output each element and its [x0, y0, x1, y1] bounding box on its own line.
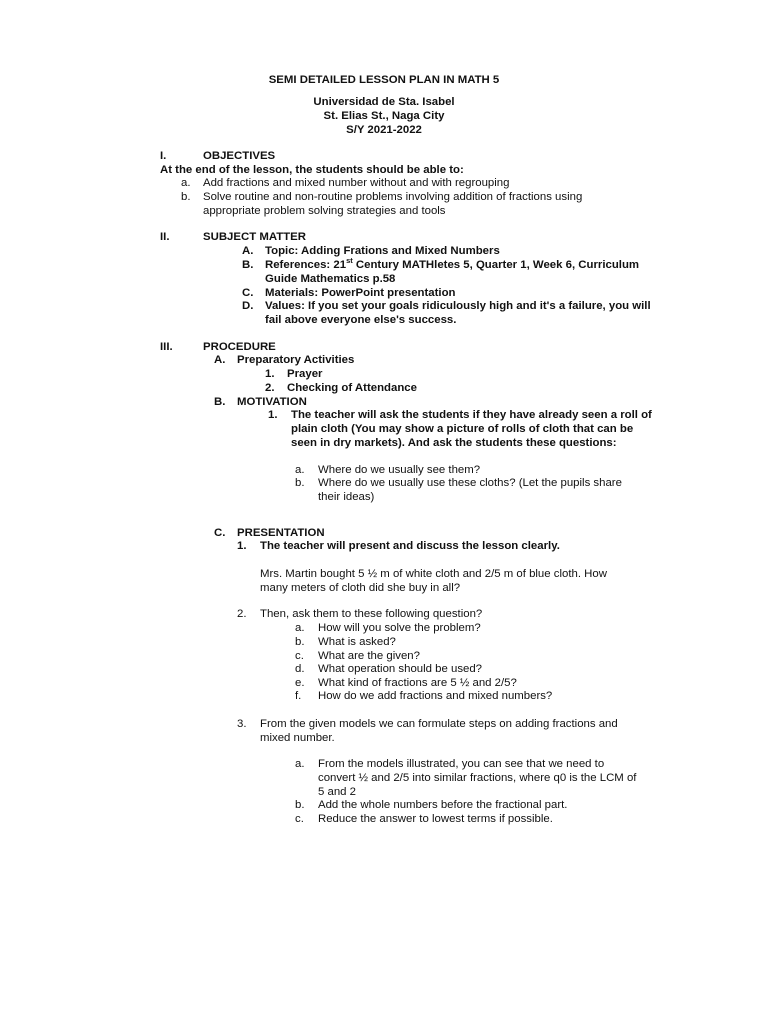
materials-line: Materials: PowerPoint presentation — [265, 287, 456, 299]
list-marker: 2. — [237, 608, 247, 620]
presentation-step: The teacher will present and discuss the lesson clearly. — [260, 540, 560, 552]
objectives-intro: At the end of the lesson, the students should be able to: — [160, 164, 464, 176]
list-marker: 2. — [265, 382, 275, 394]
list-marker: A. — [242, 245, 254, 257]
objective-item: Add fractions and mixed number without and with regrouping — [203, 177, 510, 189]
adding-step-continued: 5 and 2 — [318, 786, 357, 798]
list-marker: C. — [242, 287, 254, 299]
list-marker: e. — [295, 677, 305, 689]
list-marker: C. — [214, 527, 226, 539]
motivation-question: Where do we usually use these cloths? (Let the pupils share — [318, 477, 622, 489]
guide-question: What kind of fractions are 5 ½ and 2/5? — [318, 677, 517, 689]
section-heading-procedure: PROCEDURE — [203, 341, 276, 353]
objective-item: Solve routine and non-routine problems involving addition of fractions using — [203, 191, 583, 203]
adding-step: Add the whole numbers before the fractional part. — [318, 799, 568, 811]
word-problem-continued: many meters of cloth did she buy in all? — [260, 582, 461, 594]
word-problem: Mrs. Martin bought 5 ½ m of white cloth and 2/5 m of blue cloth. How — [260, 568, 607, 580]
list-marker: 1. — [237, 540, 247, 552]
section-number-objectives: I. — [160, 150, 167, 162]
school-address: St. Elias St., Naga City — [323, 110, 445, 122]
list-marker: 3. — [237, 718, 247, 730]
list-marker: b. — [295, 799, 305, 811]
references-line: References: 21st Century MATHletes 5, Quarter 1, Week 6, Curriculum — [265, 256, 640, 271]
school-year: S/Y 2021-2022 — [346, 124, 422, 136]
preparatory-heading: Preparatory Activities — [237, 354, 355, 366]
presentation-step: From the given models we can formulate steps on adding fractions and — [260, 718, 618, 730]
preparatory-item: Checking of Attendance — [287, 382, 417, 394]
list-marker: f. — [295, 690, 302, 702]
list-marker: D. — [242, 300, 254, 312]
list-marker: B. — [214, 396, 226, 408]
section-heading-subject-matter: SUBJECT MATTER — [203, 231, 306, 243]
guide-question: How will you solve the problem? — [318, 622, 481, 634]
preparatory-item: Prayer — [287, 368, 323, 380]
list-marker: b. — [181, 191, 191, 203]
list-marker: b. — [295, 636, 305, 648]
adding-step: From the models illustrated, you can see that we need to — [318, 758, 605, 770]
list-marker: d. — [295, 663, 305, 675]
motivation-question-continued: their ideas) — [318, 491, 375, 503]
document-title: SEMI DETAILED LESSON PLAN IN MATH 5 — [268, 74, 500, 86]
adding-step-continued: convert ½ and 2/5 into similar fractions, where q0 is the LCM of — [318, 772, 637, 784]
list-marker: a. — [295, 464, 305, 476]
values-line: Values: If you set your goals ridiculously high and it's a failure, you will — [265, 300, 651, 312]
list-marker: c. — [295, 813, 304, 825]
objective-item-continued: appropriate problem solving strategies and tools — [203, 205, 446, 217]
list-marker: a. — [181, 177, 191, 189]
list-marker: a. — [295, 622, 305, 634]
list-marker: a. — [295, 758, 305, 770]
list-marker: B. — [242, 259, 254, 271]
list-marker: 1. — [265, 368, 275, 380]
section-number-subject-matter: II. — [160, 231, 170, 243]
section-heading-objectives: OBJECTIVES — [203, 150, 276, 162]
presentation-heading: PRESENTATION — [237, 527, 325, 539]
motivation-text-continued: plain cloth (You may show a picture of rolls of cloth that can be — [291, 423, 634, 435]
presentation-step-continued: mixed number. — [260, 732, 335, 744]
motivation-text-continued: seen in dry markets). And ask the students these questions: — [291, 437, 617, 449]
adding-step: Reduce the answer to lowest terms if possible. — [318, 813, 553, 825]
presentation-step: Then, ask them to these following question? — [260, 608, 483, 620]
guide-question: What is asked? — [318, 636, 396, 648]
school-name: Universidad de Sta. Isabel — [313, 96, 455, 108]
list-marker: 1. — [268, 409, 278, 421]
values-line-continued: fail above everyone else's success. — [265, 314, 457, 326]
section-number-procedure: III. — [160, 341, 173, 353]
motivation-text: The teacher will ask the students if they have already seen a roll of — [291, 409, 652, 421]
list-marker: b. — [295, 477, 305, 489]
guide-question: What operation should be used? — [318, 663, 483, 675]
topic-line: Topic: Adding Frations and Mixed Numbers — [265, 245, 500, 257]
list-marker: A. — [214, 354, 226, 366]
references-line-continued: Guide Mathematics p.58 — [265, 273, 396, 285]
guide-question: What are the given? — [318, 650, 420, 662]
motivation-question: Where do we usually see them? — [318, 464, 481, 476]
motivation-heading: MOTIVATION — [237, 396, 307, 408]
guide-question: How do we add fractions and mixed numbers? — [318, 690, 553, 702]
list-marker: c. — [295, 650, 304, 662]
